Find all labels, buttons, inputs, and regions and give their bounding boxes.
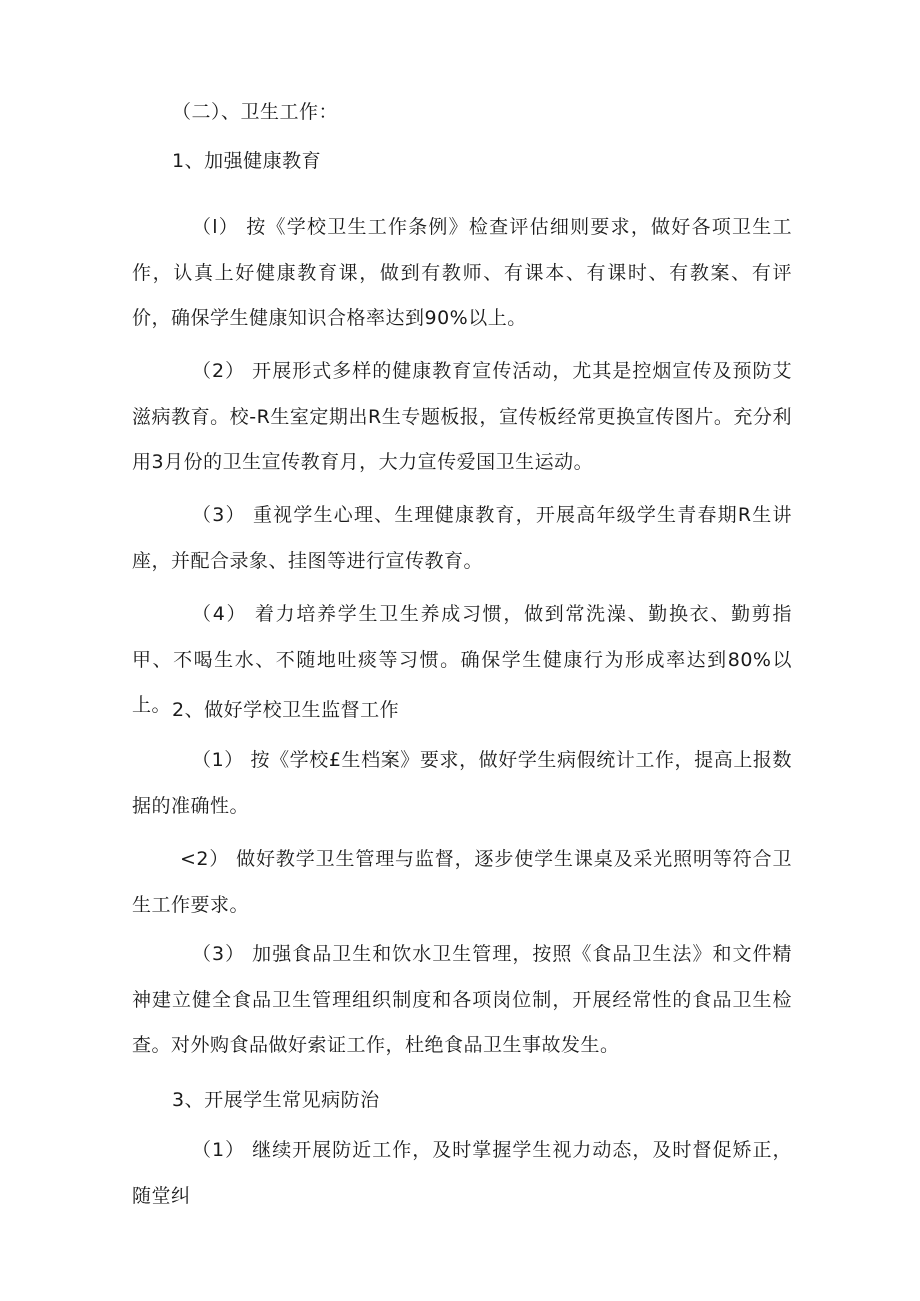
subheading-disease-prevention: 3、开展学生常见病防治	[172, 1089, 380, 1111]
paragraph-6: <2） 做好教学卫生管理与监督，逐步使学生课桌及采光照明等符合卫生工作要求。	[132, 848, 792, 916]
section-heading: （二）、卫生工作：	[172, 101, 339, 123]
paragraph-8: （1） 继续开展防近工作，及时掌握学生视力动态，及时督促矫正，随堂纠	[132, 1139, 792, 1207]
subheading-health-education: 1、加强健康教育	[172, 150, 322, 172]
paragraph-3: （3） 重视学生心理、生理健康教育，开展高年级学生青春期R生讲座，并配合录象、挂图等进行宣传教育。	[132, 504, 792, 572]
paragraph-2: （2） 开展形式多样的健康教育宣传活动，尤其是控烟宣传及预防艾滋病教育。校-R生室定期出R生专题板报，宣传板经常更换宣传图片。充分利用3月份的卫生宣传教育月，大力宣传爱国卫生运动。	[132, 360, 792, 473]
paragraph-1: （l） 按《学校卫生工作条例》检查评估细则要求，做好各项卫生工作，认真上好健康教育课，做到有教师、有课本、有课时、有教案、有评价，确保学生健康知识合格率达到90%以上。	[132, 216, 792, 329]
paragraph-5: （1） 按《学校£生档案》要求，做好学生病假统计工作，提高上报数据的准确性。	[132, 749, 792, 817]
subheading-supervision: 2、做好学校卫生监督工作	[172, 699, 400, 721]
paragraph-7: （3） 加强食品卫生和饮水卫生管理，按照《食品卫生法》和文件精神建立健全食品卫生管理组织制度和各项岗位制，开展经常性的食品卫生检查。对外购食品做好索证工作，杜绝食品卫生事故发生。	[132, 943, 792, 1056]
paragraph-4: （4） 着力培养学生卫生养成习惯，做到常洗澡、勤换衣、勤剪指甲、不喝生水、不随地吐痰等习惯。确保学生健康行为形成率达到80%以上。	[132, 603, 792, 716]
